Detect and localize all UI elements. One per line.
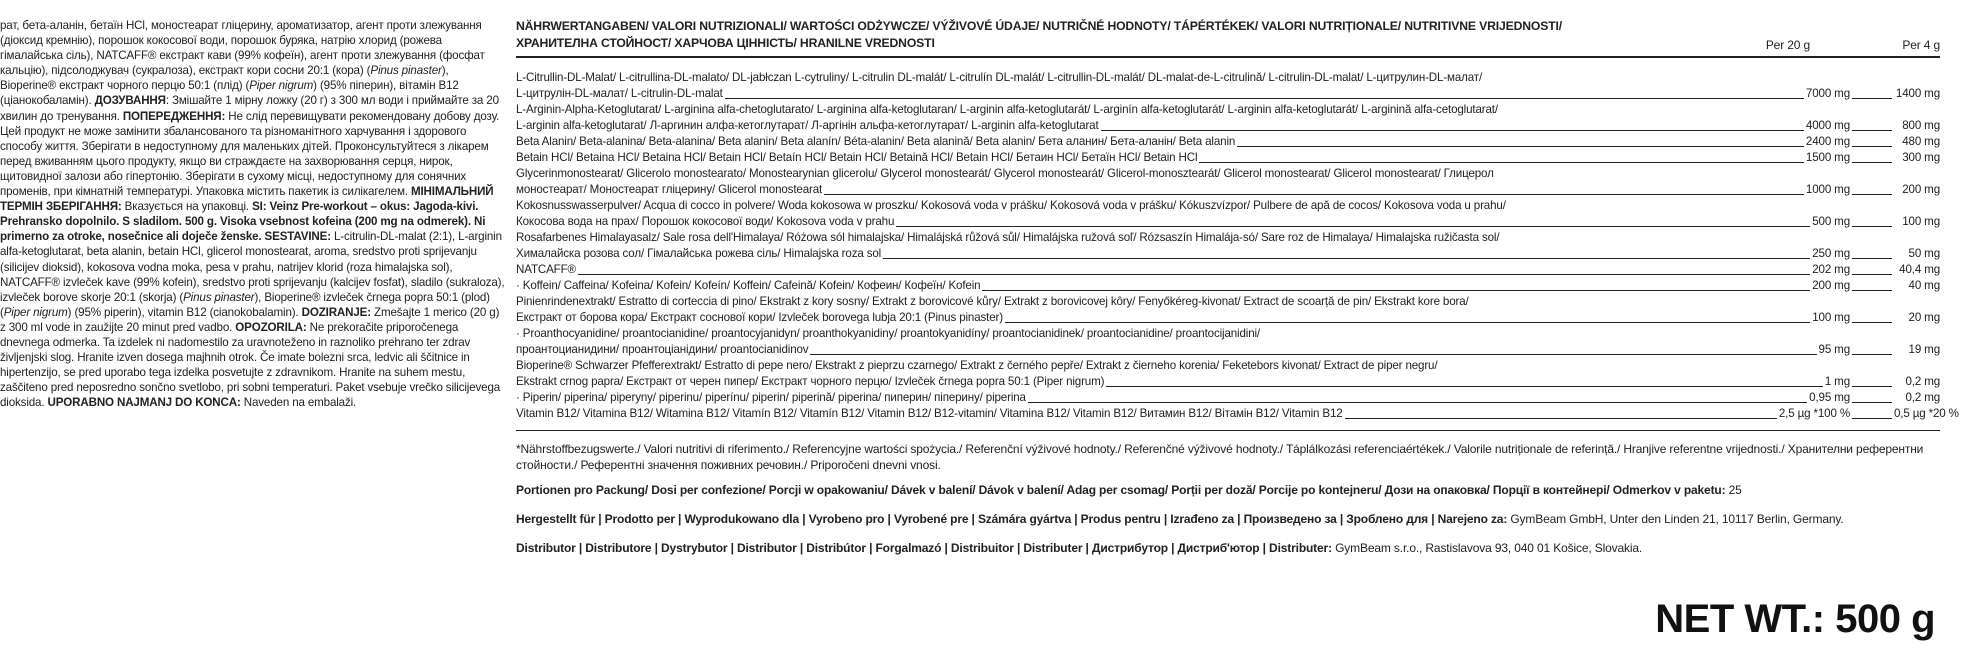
nutrition-row <box>516 358 1940 390</box>
nutrient-name: моностеарат/ Моностеарат гліцерину/ Glicerol monostearat <box>516 183 823 196</box>
leader-line <box>824 194 1804 195</box>
nutrition-row <box>516 134 1940 150</box>
value-per-20g: 202 mg <box>1812 263 1850 276</box>
leader-line <box>725 98 1804 99</box>
nutrient-name: · Koffein/ Caffeina/ Kofeina/ Kofein/ Kofeín/ Koffein/ Cafeină/ Kofein/ Кофеин/ Кофеїн/ Kofein <box>516 279 981 292</box>
left-text-segment: DOZIRANJE: <box>301 305 371 319</box>
nutrition-row <box>516 230 1940 262</box>
nutrient-name: Betain HCl/ Betaina HCl/ Betaina HCl/ Betain HCl/ Betaín HCl/ Betain HCl/ Betaină HCl/ Betain HCl/ Бетаин HCl/ Бетаїн HCl/ Betain HCl <box>516 151 1198 164</box>
left-text-segment: Pinus pinaster <box>183 290 255 304</box>
nutrient-name: Хималайска розова сол/ Гімалайська рожева сіль/ Himalajska roza sol <box>516 247 882 260</box>
nutrition-row <box>516 166 1940 198</box>
leader-line <box>883 258 1810 259</box>
value-per-20g: 200 mg <box>1812 279 1850 292</box>
nutrient-name: · Piperin/ piperina/ piperyny/ piperinu/ piperínu/ piperin/ piperină/ piperina/ пиперин/ піперину/ piperina <box>516 391 1026 404</box>
leader-line <box>1852 386 1892 387</box>
value-per-20g: 100 mg <box>1812 311 1850 324</box>
leader-line <box>1852 226 1892 227</box>
nutrient-name: Pinienrindenextrakt/ Estratto di corteccia di pino/ Ekstrakt z kory sosny/ Extrakt z borovicové kůry/ Extrakt z borovicovej kôry/ Fenyőkéreg-kivonat/ Extract de scoarță de pin/ Ekstrakt kore bora/ <box>516 295 1469 308</box>
value-per-20g: 1500 mg <box>1805 151 1850 164</box>
left-text-segment: ДОЗУВАННЯ <box>94 94 166 108</box>
left-text-segment: Ne prekoračite priporočenega dnevnega odmerka. Ta izdelek ni nadomestilo za uravnoteženo in raznoliko prehrano ter zdrav življenjski slog. Hranite izven dosega majhnih otrok. Če imate bolezni srca, ledvic ali ščitnice in hipertenzijo, se pred uporabo tega izdelka posvetujte z zdravnikom. Hranite na suhem mestu, zaščiteno pred neposredno sončno svetlobo, pri sobni temperaturi. Paket vsebuje vrečko silicijevega dioksida. <box>0 320 501 410</box>
ingredients-text-column <box>0 18 505 410</box>
leader-line <box>1028 402 1807 403</box>
value-per-4g: 40,4 mg <box>1899 263 1940 276</box>
left-text-segment: SI: Veinz Pre-workout – okus: Jagoda-kivi. Prehransko dopolnilo. S sladilom. 500 g. Visoka vsebnost kofeina (200 mg na odmerek). Ni primerno za otroke, nosečnice ali doječe ženske. SESTAVINE: <box>0 200 486 244</box>
value-per-20g: 7000 mg <box>1805 87 1850 100</box>
left-text-segment: Вказується на упаковці. <box>121 200 253 214</box>
net-weight: NET WT.: 500 g <box>1655 597 1935 641</box>
leader-line <box>982 290 1810 291</box>
value-per-4g: 0,5 µg *20 % <box>1894 407 1959 420</box>
left-text-segment: UPORABNO NAJMANJ DO KONCA: <box>47 396 241 410</box>
leader-line <box>1852 194 1892 195</box>
leader-line <box>578 274 1810 275</box>
value-per-20g: 4000 mg <box>1805 119 1850 132</box>
nutrition-panel <box>516 18 1959 556</box>
column-header-per-4g: Per 4 g <box>1902 38 1940 52</box>
header-divider <box>516 56 1940 58</box>
value-per-4g: 19 mg <box>1908 343 1940 356</box>
nutrient-name: Bioperine® Schwarzer Pfefferextrakt/ Estratto di pepe nero/ Ekstrakt z pieprzu czarnego/ Extrakt z černého pepře/ Extrakt z čierneho korenia/ Feketebors kivonat/ Extract de piper negru/ <box>516 359 1438 372</box>
left-text-segment: ) (95% піперин), вітамін B12 (ціанокобаламін). <box>0 79 459 108</box>
leader-line <box>1106 386 1822 387</box>
value-per-20g: 250 mg <box>1812 247 1850 260</box>
nutrition-row <box>516 70 1940 102</box>
nutrient-name: NATCAFF® <box>516 263 576 276</box>
column-header-per-20g: Per 20 g <box>1765 38 1810 52</box>
leader-line <box>1852 146 1892 147</box>
value-per-20g: 500 mg <box>1812 215 1850 228</box>
left-text-segment: OPOZORILA: <box>235 320 307 334</box>
left-text-segment: L-citrulin-DL-malat (2:1), L-arginin alfa-ketoglutarat, beta alanin, betain HCl, glicerol monostearat, aroma, sredstvo proti sprijevanju (silicijev dioksid), kokosova vodna moka, pesa v prahu, natrijev klorid (roza himalajska sol), NATCAFF® izvleček kave (99% kofein), sredstvo proti sprijevanju (kalcijev fosfat), sladilo (sukraloza), izvleček borove skorje 20:1 (skorja) ( <box>0 230 505 304</box>
portions-label: Portionen pro Packung/ Dosi per confezione/ Porcji w opakowaniu/ Dávek v balení/ Dávok v balení/ Adag per csomag/ Porții per doză/ Porcije po kontejneru/ Дози на опаковка/ Порції в контейнері/ Odmerkov v paketu: <box>516 483 1726 497</box>
value-per-20g: 95 mg <box>1818 343 1850 356</box>
value-per-20g: 1000 mg <box>1805 183 1850 196</box>
portions-line <box>516 482 1940 498</box>
value-per-20g: 0,95 mg <box>1809 391 1850 404</box>
distributor-label: Distributor | Distributore | Dystrybutor | Distributor | Distribútor | Forgalmazó | Distribuitor | Distributer | Дистрибутор | Дистриб'ютор | Distributer: <box>516 541 1332 555</box>
left-text-segment: ), Bioperine® екстракт чорного перцю 50:1 (плід) ( <box>0 64 449 93</box>
leader-line <box>1852 130 1892 131</box>
value-per-20g: 2400 mg <box>1805 135 1850 148</box>
left-text-segment: рат, бета-аланін, бетаїн HCl, моностеарат гліцерину, ароматизатор, агент проти злежування (діоксид кремнію), порошок кокосової води, порошок буряка, натрію хлорид (рожева гімалайська сіль), NATCAFF® екстракт кави (99% кофеїн), агент проти злежування (фосфат кальцію), підсолоджувач (сукралоза), екстракт кори сосни 20:1 (кора) ( <box>0 19 485 78</box>
leader-line <box>810 354 1816 355</box>
left-text-segment: Naveden na embalaži. <box>240 396 357 410</box>
nutrition-row <box>516 390 1940 406</box>
leader-line <box>1852 162 1892 163</box>
nutrient-name: Кокосова вода на прах/ Порошок кокосової води/ Kokosova voda v prahu <box>516 215 895 228</box>
nutrition-row <box>516 198 1940 230</box>
nutrition-row <box>516 262 1940 278</box>
nutrient-name: Екстракт от борова кора/ Екстракт соснової кори/ Izvleček borovega lubja 20:1 (Pinus pinaster) <box>516 311 1003 324</box>
nutrient-name: Beta Alanin/ Beta-alanina/ Beta-alanina/ Beta alanin/ Beta alanín/ Béta-alanin/ Beta alanină/ Beta alanin/ Бета аланин/ Бета-аланін/ Beta alanin <box>516 135 1236 148</box>
value-per-4g: 20 mg <box>1908 311 1940 324</box>
leader-line <box>1852 290 1892 291</box>
left-text-segment: ПОПЕРЕДЖЕННЯ: <box>122 109 226 123</box>
distributor-value: GymBeam s.r.o., Rastislavova 93, 040 01 Košice, Slovakia. <box>1331 541 1643 555</box>
nutrition-title: NÄHRWERTANGABEN/ VALORI NUTRIZIONALI/ WARTOŚCI ODŻYWCZE/ VÝŽIVOVÉ ÚDAJE/ NUTRIČNÉ HODNOTY/ TÁPÉRTÉKEK/ VALORI NUTRIȚIONALE/ NUTRITIVNE VRIJEDNOSTI/ ХРАНИТЕЛНА СТОЙНОСТ/ ХАРЧОВА ЦІННІСТЬ/ HRANILNE VREDNOSTI <box>516 19 1562 50</box>
leader-line <box>1852 402 1892 403</box>
left-text-segment: Не слід перевищувати рекомендовану добову дозу. Цей продукт не може замінити збалансованого та різноманітного харчування і здорового способу життя. Зберігати в недоступному для маленьких дітей. Проконсультуйтеся з лікарем перед вживанням цього продукту, якщо ви страждаєте на захворювання серця, нирок, щитовидної залози або гіпертонію. Зберігати в сухому місці, недоступному для сонячних променів, при кімнатній температурі. Упаковка містить пакетик із силікагелем. <box>0 109 500 199</box>
value-per-4g: 1400 mg <box>1895 87 1940 100</box>
nutrition-header <box>516 18 1940 52</box>
nutrition-row <box>516 278 1940 294</box>
manufacturer-label: Hergestellt für | Prodotto per | Wyprodukowano dla | Vyrobeno pro | Vyrobené pre | Számára gyártva | Produs pentru | Izrađeno za | Произведено за | Зроблено для | Narejeno za: <box>516 512 1508 526</box>
value-per-4g: 50 mg <box>1908 247 1940 260</box>
leader-line <box>1199 162 1804 163</box>
nutrient-name: L-Citrullin-DL-Malat/ L-citrullina-DL-malato/ DL-jabłczan L-cytruliny/ L-citrulin DL-malát/ L-citrulín DL-malát/ L-citrullin-DL-malát/ DL-malat-de-L-citrulină/ L-citrulin-DL-malat/ L-цитрулин-DL-малат/ <box>516 71 1483 84</box>
value-per-20g: 1 mg <box>1824 375 1850 388</box>
value-per-4g: 800 mg <box>1902 119 1940 132</box>
nutrient-name: L-Arginin-Alpha-Ketoglutarat/ L-arginina alfa-chetoglutarato/ L-arginina alfa-ketoglutaran/ L-arginin alfa-ketoglutarát/ L-arginín alfa-ketoglutarát/ L-arginin alfa-ketoglutarát/ L-arginină alfa-cetoglutarat/ <box>516 103 1498 116</box>
nutrition-row <box>516 326 1940 358</box>
distributor-line <box>516 540 1940 556</box>
left-text-segment: МІНІМАЛЬНИЙ ТЕРМІН ЗБЕРІГАННЯ: <box>0 185 494 214</box>
left-text-segment: Piper nigrum <box>3 305 68 319</box>
nutrient-name: Vitamin B12/ Vitamina B12/ Witamina B12/ Vitamín B12/ Vitamín B12/ Vitamin B12/ B12-vitamin/ Vitamina B12/ Vitamin B12/ Витамин B12/ Вітамін B12/ Vitamin B12 <box>516 407 1343 420</box>
nutrient-name: L-цитрулін-DL-малат/ L-citrulin-DL-malat <box>516 87 723 100</box>
nutrient-name: Ekstrakt crnog papra/ Екстракт от черен пипер/ Екстракт чорного перцю/ Izvleček črnega popra 50:1 (Piper nigrum) <box>516 375 1105 388</box>
nutrition-row <box>516 294 1940 326</box>
value-per-4g: 300 mg <box>1902 151 1940 164</box>
nutrition-row <box>516 102 1940 134</box>
left-text-segment: ) (95% piperin), vitamin B12 (cianokobalamin). <box>67 305 302 319</box>
leader-line <box>1345 418 1777 419</box>
leader-line <box>1852 418 1892 419</box>
value-per-4g: 0,2 mg <box>1905 375 1940 388</box>
value-per-4g: 40 mg <box>1908 279 1940 292</box>
value-per-4g: 480 mg <box>1902 135 1940 148</box>
leader-line <box>1005 322 1810 323</box>
nutrient-name: Glycerinmonostearat/ Glicerolo monostearato/ Monostearynian glicerolu/ Glycerol monostearát/ Glycerol monostearát/ Glicerol-monosztearát/ Glicerol monostearat/ Glicerol monostearat/ Глицерол <box>516 167 1494 180</box>
value-per-4g: 0,2 mg <box>1905 391 1940 404</box>
nutrient-name: проантоцианидини/ проантоціанідини/ proantocianidinov <box>516 343 809 356</box>
left-text-segment: Zmešajte 1 merico (20 g) z 300 ml vode in zaužijte 20 minut pred vadbo. <box>0 305 500 334</box>
table-bottom-divider <box>516 430 1940 431</box>
leader-line <box>896 226 1810 227</box>
left-text-segment: Piper nigrum <box>249 79 314 93</box>
nutrient-name: · Proanthocyanidine/ proantocianidine/ proantocyjanidyn/ proanthokyanidiny/ proantokyanidíny/ proantocianidinek/ proantocianidine/ proantocijanidini/ <box>516 327 1260 340</box>
leader-line <box>1852 258 1892 259</box>
leader-line <box>1101 130 1804 131</box>
left-text-segment: Pinus pinaster <box>370 64 442 78</box>
leader-line <box>1237 146 1804 147</box>
leader-line <box>1852 322 1892 323</box>
nutrient-name: Kokosnusswasserpulver/ Acqua di cocco in polvere/ Woda kokosowa w proszku/ Kokosová voda v prášku/ Kokosová voda v prášku/ Kókuszvízpor/ Pulbere de apă de cocos/ Kokosova voda u prahu/ <box>516 199 1506 212</box>
left-text-segment: : Змішайте 1 мірну ложку (20 г) з 300 мл води і приймайте за 20 хвилин до тренування. <box>0 94 499 123</box>
reference-note: *Nährstoffbezugswerte./ Valori nutritivi di riferimento./ Referencyjne wartości spożycia./ Referenční výživové hodnoty./ Referenčné výživové hodnoty./ Táplálkozási referenciaértékek./ Valorile nutriționale de referință./ Hranjive referentne vrijednosti./ Хранителни референтни стойности./ Референтні значення поживних речовин./ Priporočeni dnevni vnosi. <box>516 442 1924 472</box>
nutrition-row <box>516 150 1940 166</box>
leader-line <box>1852 274 1892 275</box>
nutrition-rows <box>516 70 1959 422</box>
manufacturer-line <box>516 511 1940 527</box>
leader-line <box>1852 354 1892 355</box>
nutrient-name: L-arginin alfa-ketoglutarat/ Л-аргинин алфа-кетоглутарат/ Л-аргінін альфа-кетоглутарат/ L-arginin alfa-ketoglutarat <box>516 119 1099 132</box>
nutrition-row <box>516 406 1959 422</box>
value-per-4g: 200 mg <box>1902 183 1940 196</box>
value-per-20g: 2,5 µg *100 % <box>1778 407 1850 420</box>
leader-line <box>1852 98 1892 99</box>
left-text-segment: ), Bioperine® izvleček črnega popra 50:1 (plod) ( <box>0 290 490 319</box>
portions-value: 25 <box>1725 483 1742 497</box>
manufacturer-value: GymBeam GmbH, Unter den Linden 21, 10117 Berlin, Germany. <box>1507 512 1844 526</box>
value-per-4g: 100 mg <box>1902 215 1940 228</box>
nutrient-name: Rosafarbenes Himalayasalz/ Sale rosa dell'Himalaya/ Różowa sól himalajska/ Himalájská růžová sůl/ Himalájska ružová soľ/ Rózsaszín Himalája-só/ Sare roz de Himalaya/ Himalajska ružičasta sol/ <box>516 231 1500 244</box>
